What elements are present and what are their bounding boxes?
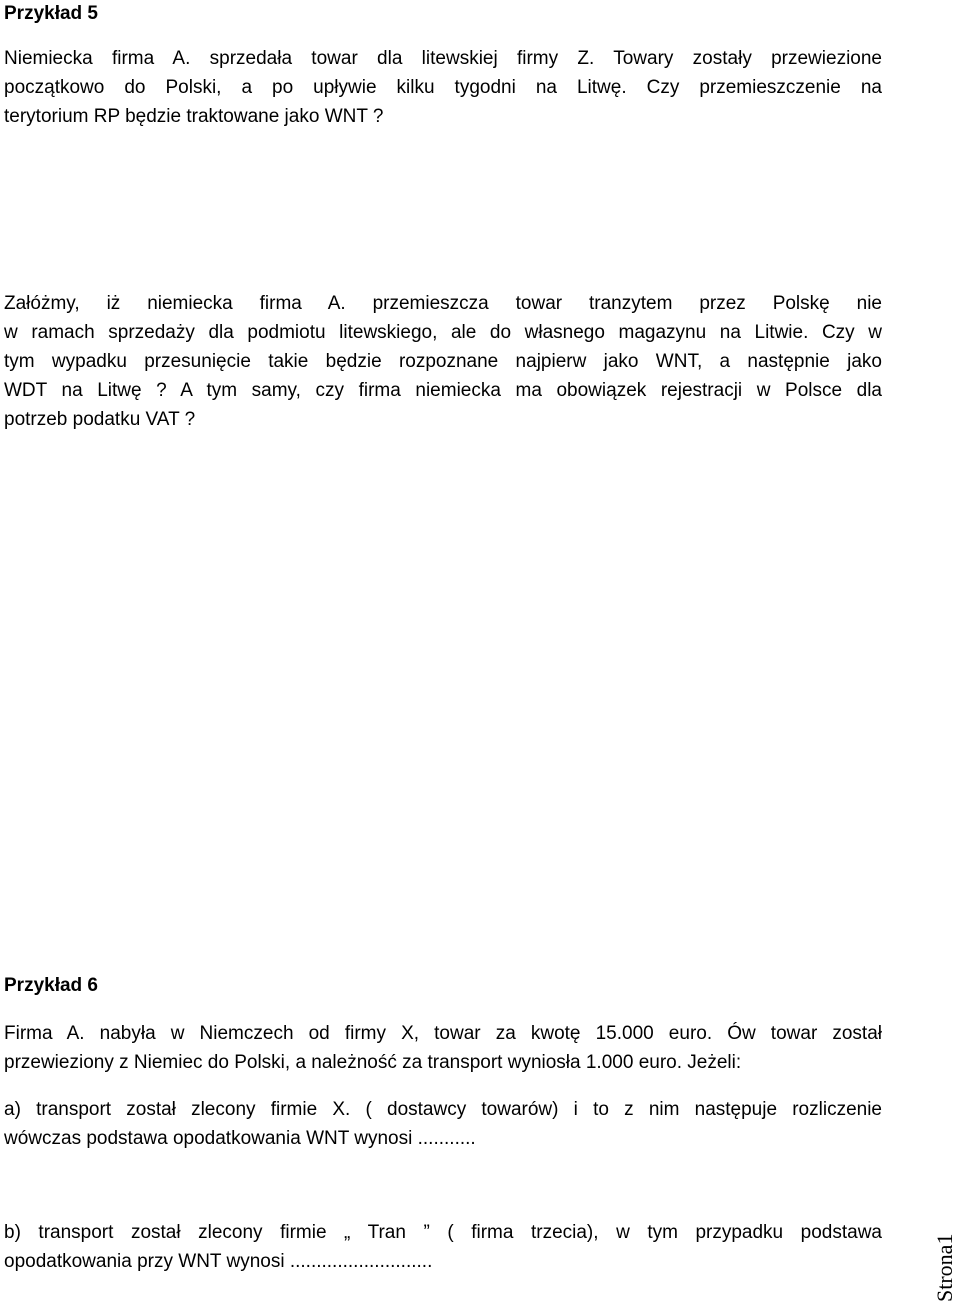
example5-title: Przykład 5 — [4, 3, 98, 24]
page-number-label: Strona1 — [932, 1233, 957, 1302]
text-line: b) transport został zlecony firmie „ Tran ” ( firma trzecia), w tym przypadku podstawa — [4, 1222, 882, 1243]
text-line: przewieziony z Niemiec do Polski, a należność za transport wyniosła 1.000 euro. Jeżeli: — [4, 1052, 742, 1073]
example5-paragraph-2 — [4, 289, 882, 434]
example6-option-a — [4, 1095, 882, 1153]
text-line: w ramach sprzedaży dla podmiotu litewskiego, ale do własnego magazynu na Litwie. Czy w — [4, 322, 882, 343]
example6-option-b — [4, 1218, 882, 1276]
text-line: opodatkowania przy WNT wynosi ........................... — [4, 1251, 433, 1272]
example5-paragraph-1 — [4, 44, 882, 131]
text-line: potrzeb podatku VAT ? — [4, 409, 196, 430]
example6-title: Przykład 6 — [4, 975, 98, 996]
text-line: początkowo do Polski, a po upływie kilku tygodni na Litwę. Czy przemieszczenie na — [4, 77, 882, 98]
example6-paragraph-1 — [4, 1019, 882, 1077]
text-line: wówczas podstawa opodatkowania WNT wynosi ........... — [4, 1128, 476, 1149]
text-line: tym wypadku przesunięcie takie będzie rozpoznane najpierw jako WNT, a następnie jako — [4, 351, 882, 372]
text-line: terytorium RP będzie traktowane jako WNT ? — [4, 106, 384, 127]
text-line: Firma A. nabyła w Niemczech od firmy X, towar za kwotę 15.000 euro. Ów towar został — [4, 1023, 882, 1044]
text-line: Załóżmy, iż niemiecka firma A. przemieszcza towar tranzytem przez Polskę nie — [4, 293, 882, 314]
text-line: Niemiecka firma A. sprzedała towar dla litewskiej firmy Z. Towary zostały przewiezione — [4, 48, 882, 69]
text-line: WDT na Litwę ? A tym samy, czy firma niemiecka ma obowiązek rejestracji w Polsce dla — [4, 380, 882, 401]
text-line: a) transport został zlecony firmie X. ( dostawcy towarów) i to z nim następuje rozliczenie — [4, 1099, 882, 1120]
